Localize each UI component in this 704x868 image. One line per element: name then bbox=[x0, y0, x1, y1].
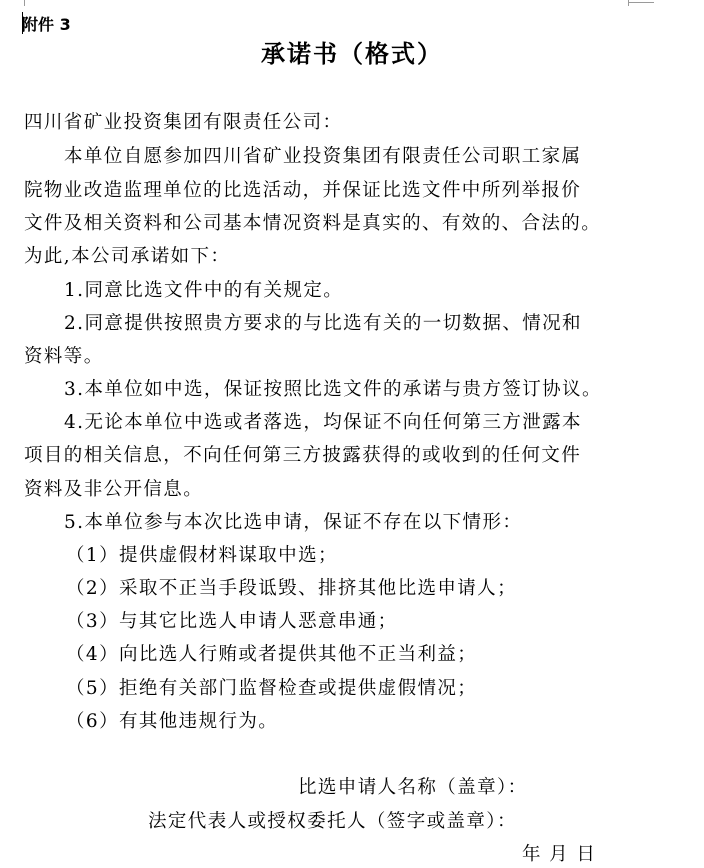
situation-3: （3）与其它比选人申请人恶意串通； bbox=[66, 611, 398, 632]
commitment-line-6: 项目的相关信息，不向任何第三方披露获得的或收到的任何文件 bbox=[24, 445, 582, 466]
date-label: 年 月 日 bbox=[522, 844, 597, 865]
addressee: 四川省矿业投资集团有限责任公司： bbox=[24, 112, 343, 133]
applicant-name-label: 比选申请人名称（盖章）： bbox=[298, 777, 528, 798]
attachment-label: 附件 3 bbox=[22, 15, 71, 34]
commitment-line-2: 2.同意提供按照贵方要求的与比选有关的一切数据、情况和 bbox=[64, 313, 582, 334]
crop-mark-left bbox=[24, 0, 25, 6]
intro-line-2: 院物业改造监理单位的比选活动，并保证比选文件中所列举报价 bbox=[24, 180, 582, 201]
situation-2: （2）采取不正当手段诋毁、排挤其他比选申请人； bbox=[66, 578, 517, 599]
commitment-line-5: 4.无论本单位中选或者落选，均保证不向任何第三方泄露本 bbox=[64, 412, 582, 433]
page-title: 承诺书（格式） bbox=[261, 40, 443, 68]
situation-4: （4）向比选人行贿或者提供其他不正当利益； bbox=[66, 644, 478, 665]
situation-6: （6）有其他违规行为。 bbox=[66, 711, 279, 732]
intro-line-1: 本单位自愿参加四川省矿业投资集团有限责任公司职工家属 bbox=[64, 146, 582, 167]
commitment-line-8: 5.本单位参与本次比选申请，保证不存在以下情形： bbox=[64, 512, 523, 533]
commitment-line-7: 资料及非公开信息。 bbox=[24, 479, 204, 500]
crop-mark-right-horizontal bbox=[628, 2, 654, 3]
commitment-line-3: 资料等。 bbox=[24, 346, 104, 367]
situation-1: （1）提供虚假材料谋取中选； bbox=[66, 545, 338, 566]
commitment-line-4: 3.本单位如中选，保证按照比选文件的承诺与贵方签订协议。 bbox=[64, 379, 602, 400]
commitment-line-1: 1.同意比选文件中的有关规定。 bbox=[64, 280, 344, 301]
representative-label: 法定代表人或授权委托人（签字或盖章）： bbox=[148, 811, 517, 832]
intro-line-3: 文件及相关资料和公司基本情况资料是真实的、有效的、合法的。 bbox=[24, 213, 602, 234]
crop-mark-right-vertical bbox=[628, 0, 629, 6]
situation-5: （5）拒绝有关部门监督检查或提供虚假情况； bbox=[66, 678, 478, 699]
intro-line-4: 为此,本公司承诺如下： bbox=[24, 246, 231, 267]
